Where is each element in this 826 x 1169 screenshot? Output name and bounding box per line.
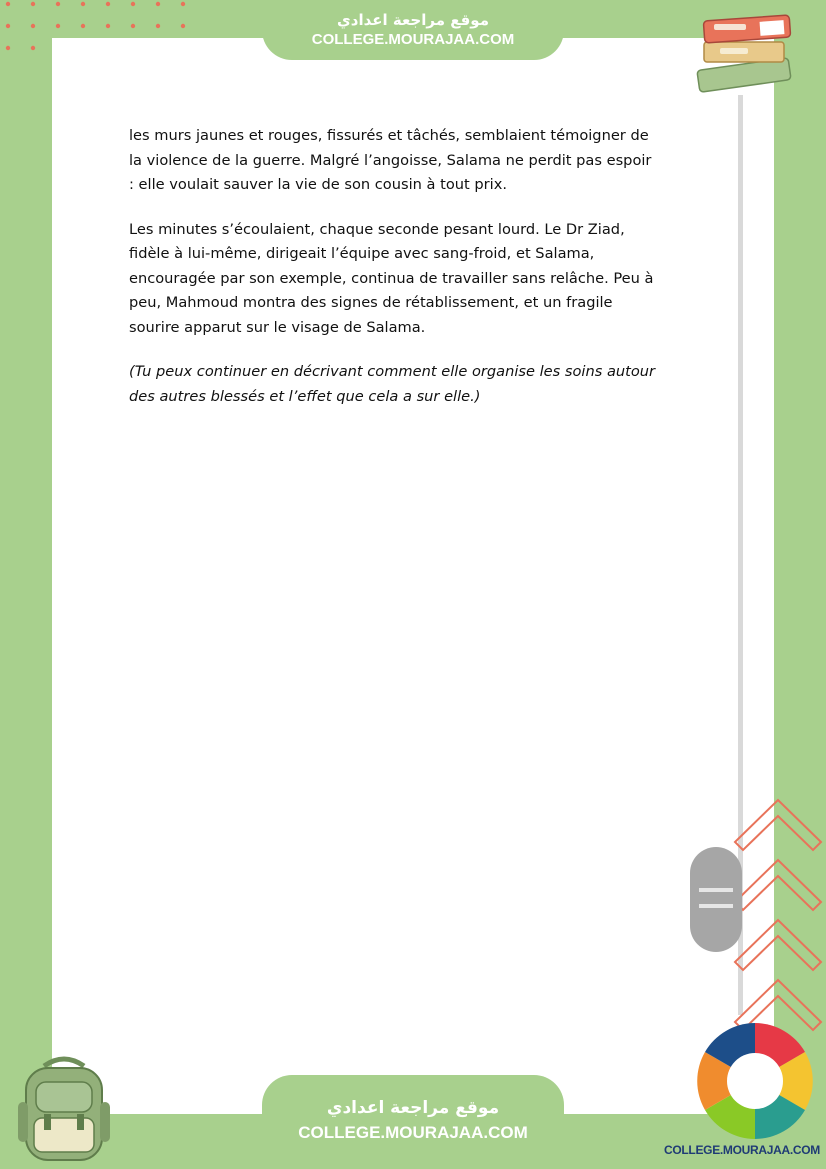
footer-site-link[interactable]: COLLEGE.MOURAJAA.COM (298, 1123, 528, 1142)
document-body (129, 124, 659, 429)
paragraph-instruction: (Tu peux continuer en décrivant comment elle organise les soins autour des autres blessés et l’effet que cela a sur elle.) (129, 363, 656, 405)
paragraph-1: les murs jaunes et rouges, fissurés et tâchés, semblaient témoigner de la violence de la guerre. Malgré l’angoisse, Salama ne perdit pas espoir : elle voulait sauver la vie de son cousin à tout prix. (129, 127, 652, 193)
footer-arabic-title: موقع مراجعة اعدادي (326, 1098, 500, 1118)
header-site-link[interactable]: COLLEGE.MOURAJAA.COM (311, 31, 515, 48)
header-banner[interactable] (262, 0, 564, 60)
chevron-up-decoration-icon (733, 792, 823, 1032)
books-stack-icon (690, 8, 800, 98)
subjects-wheel-logo-icon (694, 1020, 816, 1142)
header-arabic-title: موقع مراجعة اعدادي (337, 11, 489, 29)
logo-site-text: COLLEGE.MOURAJAA.COM (664, 1143, 821, 1157)
handle-grip-line (699, 888, 733, 892)
paragraph-2: Les minutes s’écoulaient, chaque seconde pesant lourd. Le Dr Ziad, fidèle à lui-même, dirigeait l’équipe avec sang-froid, et Salama, encouragée par son exemple, continua de travailler sans relâche. Peu à peu, Mahmoud montra des signes de rétablissement, et un fragile sourire apparut sur le visage de Salama. (129, 220, 654, 336)
handle-grip-line (699, 904, 733, 908)
scroll-handle[interactable] (690, 847, 742, 952)
footer-banner[interactable] (262, 1075, 564, 1169)
backpack-icon (14, 1052, 114, 1164)
